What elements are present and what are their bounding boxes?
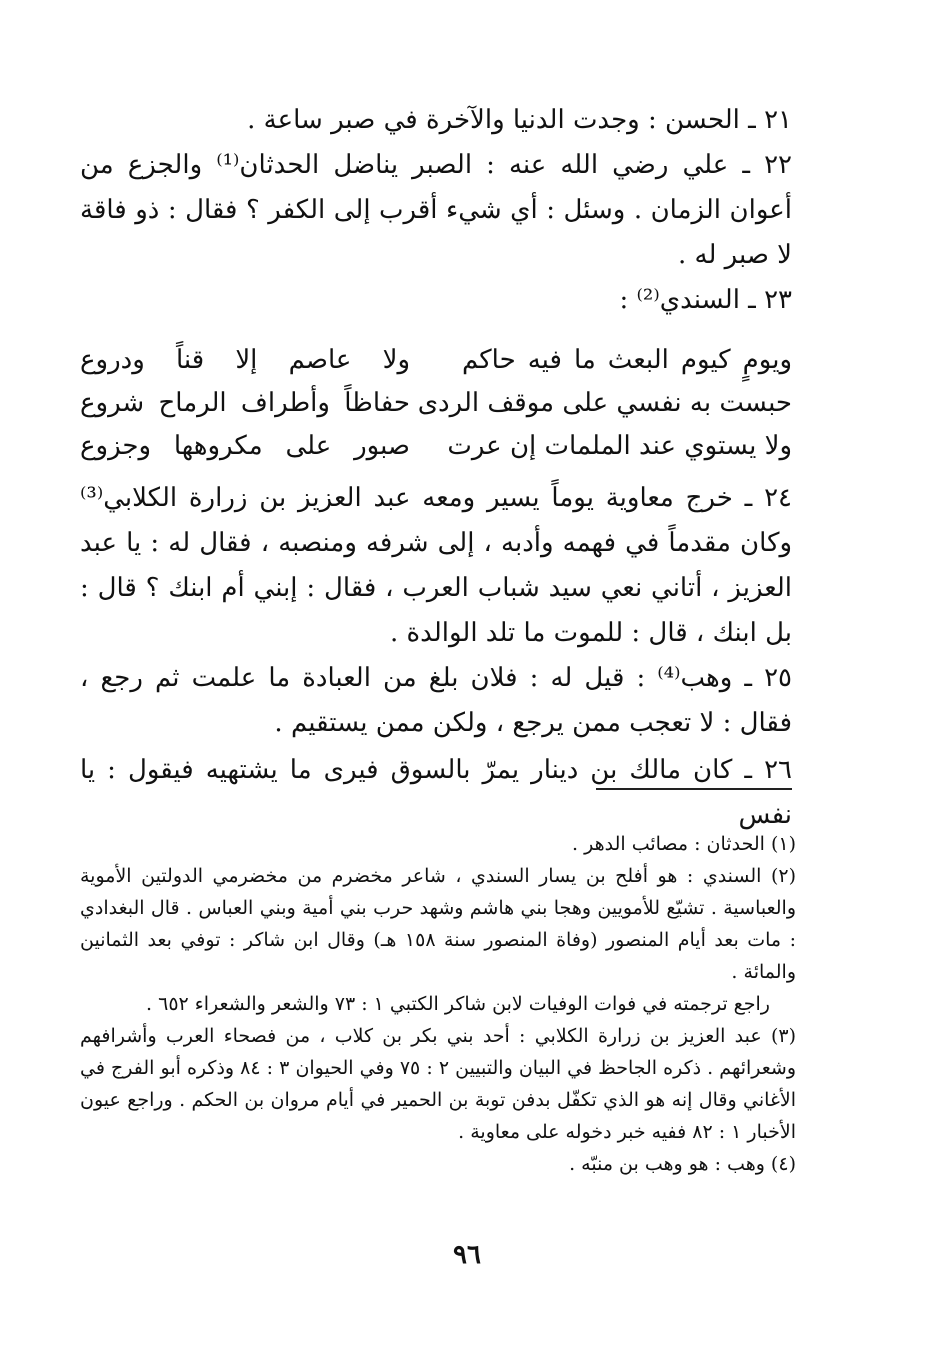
footnote-2-reference: راجع ترجمته في فوات الوفيات لابن شاكر الكتبي ١ : ٧٣ والشعر والشعراء ٦٥٢ . bbox=[146, 993, 770, 1015]
footnote-3: (٣) عبد العزيز بن زرارة الكلابي : أحد بني بكر بن كلاب ، من فصحاء العرب وأشرافهم وشعرائهم . ذكره الجاحظ في البيان والتبيين ٢ : ٧٥ وفي الحيوان ٣ : ٨٤ وذكره أبو الفرج في الأغاني وقال إنه هو الذي تكفّل بدفن توبة بن الحمير في أيام مروان بن الحكم . وراجع عيون الأخبار ١ : ٨٢ ففيه خبر دخوله على معاوية . bbox=[80, 1025, 797, 1143]
poem-first-hemistich: حبست به نفسي على موقف الردى bbox=[417, 387, 792, 418]
footnote-2: (٢) السندي : هو أفلح بن يسار السندي ، شاعر مخضرم من مخضرمي الدولتين الأموية والعباسية . تشيّع للأمويين وهجا بني هاشم وشهد حرب بني أمية وبني العباس . قال البغدادي : مات بعد أيام المنصور (وفاة المنصور سنة ١٥٨ هـ) وقال ابن شاكر : توفي بعد الثمانين والمائة . bbox=[80, 865, 796, 983]
poem-second-hemistich: صبور على مكروهها وجزوع bbox=[80, 430, 410, 461]
poem-second-hemistich: حفاظاً وأطراف الرماح شروع bbox=[80, 387, 410, 418]
poem-verse bbox=[80, 338, 792, 381]
footnotes bbox=[80, 828, 796, 1180]
paragraph-21: ٢١ ـ الحسن : وجدت الدنيا والآخرة في صبر ساعة . bbox=[247, 105, 792, 135]
paragraph-23: ٢٣ ـ السندي⁽²⁾ : bbox=[619, 285, 792, 315]
poem-second-hemistich: ولا عاصم إلا قناً ودروع bbox=[80, 344, 410, 375]
poem-verse bbox=[80, 381, 792, 424]
poem-first-hemistich: ولا يستوي عند الملمات إن عرت bbox=[447, 430, 792, 461]
paragraph-22: ٢٢ ـ علي رضي الله عنه : الصبر يناضل الحدثان⁽¹⁾ والجزع من أعوان الزمان . وسئل : أي شيء أقرب إلى الكفر ؟ فقال : ذو فاقة لا صبر له . bbox=[80, 150, 792, 270]
footnote-divider bbox=[596, 788, 792, 790]
footnote-1: (١) الحدثان : مصائب الدهر . bbox=[572, 833, 796, 855]
paragraph-26: ٢٦ ـ كان مالك بن دينار يمرّ بالسوق فيرى ما يشتهيه فيقول : يا نفس bbox=[80, 755, 792, 830]
paragraph-24: ٢٤ ـ خرج معاوية يوماً يسير ومعه عبد العزيز بن زرارة الكلابي⁽³⁾ وكان مقدماً في فهمه وأدبه ، إلى شرفه ومنصبه ، فقال له : يا عبد العزيز ، أتاني نعي سيد شباب العرب ، فقال : إبني أم ابنك ؟ قال : بل ابنك ، قال : للموت ما تلد الوالدة . bbox=[80, 483, 792, 648]
paragraph-25: ٢٥ ـ وهب⁽⁴⁾ : قيل له : فلان بلغ من العبادة ما علمت ثم رجع ، فقال : لا تعجب ممن يرجع ، ولكن ممن يستقيم . bbox=[80, 663, 792, 738]
poem-first-hemistich: ويومٍ كيوم البعث ما فيه حاكم bbox=[462, 344, 792, 375]
footnote-4: (٤) وهب : هو وهب بن منبّه . bbox=[569, 1153, 796, 1175]
poem-verse bbox=[80, 424, 792, 467]
page-number: ٩٦ bbox=[453, 1240, 481, 1270]
poem bbox=[80, 338, 792, 467]
